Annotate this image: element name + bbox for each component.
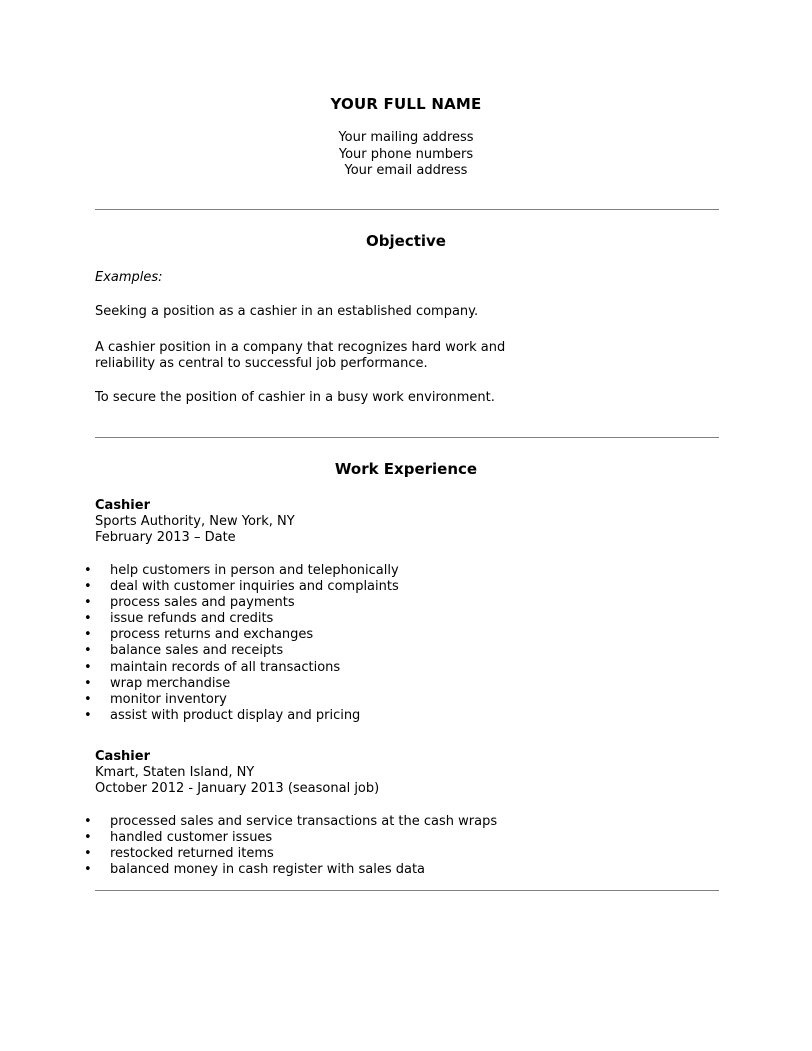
list-item: • assist with product display and pricing: [84, 707, 361, 723]
bullet-icon: •: [84, 814, 92, 829]
bullet-icon: •: [84, 579, 92, 595]
examples-label: Examples:: [95, 270, 163, 285]
bullet-icon: •: [84, 707, 92, 723]
list-item: • maintain records of all transactions: [84, 659, 341, 675]
job-2-header: [95, 749, 719, 798]
bullet-icon: •: [84, 643, 92, 659]
bullet-icon: •: [84, 675, 92, 691]
mailing-address: Your mailing address: [338, 130, 474, 145]
job-1-dates: February 2013 – Date: [95, 530, 236, 546]
divider-bottom: [95, 890, 719, 891]
job-2-duties: [0, 814, 720, 878]
objective-example-2: [95, 340, 719, 372]
list-item: • deal with customer inquiries and complaints: [84, 579, 399, 595]
job-2-dates: October 2012 - January 2013 (seasonal job): [95, 781, 380, 797]
bullet-icon: •: [84, 611, 92, 627]
bullet-icon: •: [84, 627, 92, 643]
objective-title: Objective: [366, 232, 446, 250]
list-item: • process sales and payments: [84, 595, 295, 611]
list-item: • process returns and exchanges: [84, 627, 314, 643]
list-item: • monitor inventory: [84, 691, 227, 707]
objective-example-2-line-1: A cashier position in a company that recognizes hard work and: [95, 340, 506, 355]
bullet-icon: •: [84, 691, 92, 707]
divider-middle: [95, 437, 719, 438]
work-experience-title: Work Experience: [334, 460, 478, 478]
list-item: • balance sales and receipts: [84, 643, 284, 659]
job-2-employer: Kmart, Staten Island, NY: [95, 765, 255, 781]
job-1-title: Cashier: [95, 498, 150, 513]
list-item: • help customers in person and telephonically: [84, 563, 399, 578]
divider-top: [95, 209, 719, 210]
contact-block: [0, 130, 812, 180]
full-name: YOUR FULL NAME: [330, 95, 482, 113]
list-item: • restocked returned items: [84, 846, 274, 862]
bullet-icon: •: [84, 563, 92, 578]
list-item: • issue refunds and credits: [84, 611, 274, 627]
bullet-icon: •: [84, 659, 92, 675]
job-2-title: Cashier: [95, 749, 150, 764]
phone-numbers: Your phone numbers: [338, 146, 474, 162]
job-1-employer: Sports Authority, New York, NY: [95, 514, 295, 530]
list-item: • handled customer issues: [84, 830, 273, 846]
job-1-duties: [0, 563, 720, 724]
job-1-header: [95, 498, 719, 547]
email-address: Your email address: [344, 163, 468, 178]
bullet-icon: •: [84, 830, 92, 846]
objective-example-1: Seeking a position as a cashier in an established company.: [95, 304, 479, 319]
objective-example-3: To secure the position of cashier in a busy work environment.: [95, 390, 495, 405]
objective-example-2-line-2: reliability as central to successful job performance.: [95, 356, 428, 372]
list-item: • wrap merchandise: [84, 675, 231, 691]
bullet-icon: •: [84, 846, 92, 862]
list-item: • balanced money in cash register with sales data: [84, 862, 426, 878]
bullet-icon: •: [84, 595, 92, 611]
bullet-icon: •: [84, 862, 92, 878]
list-item: • processed sales and service transactions at the cash wraps: [84, 814, 498, 829]
